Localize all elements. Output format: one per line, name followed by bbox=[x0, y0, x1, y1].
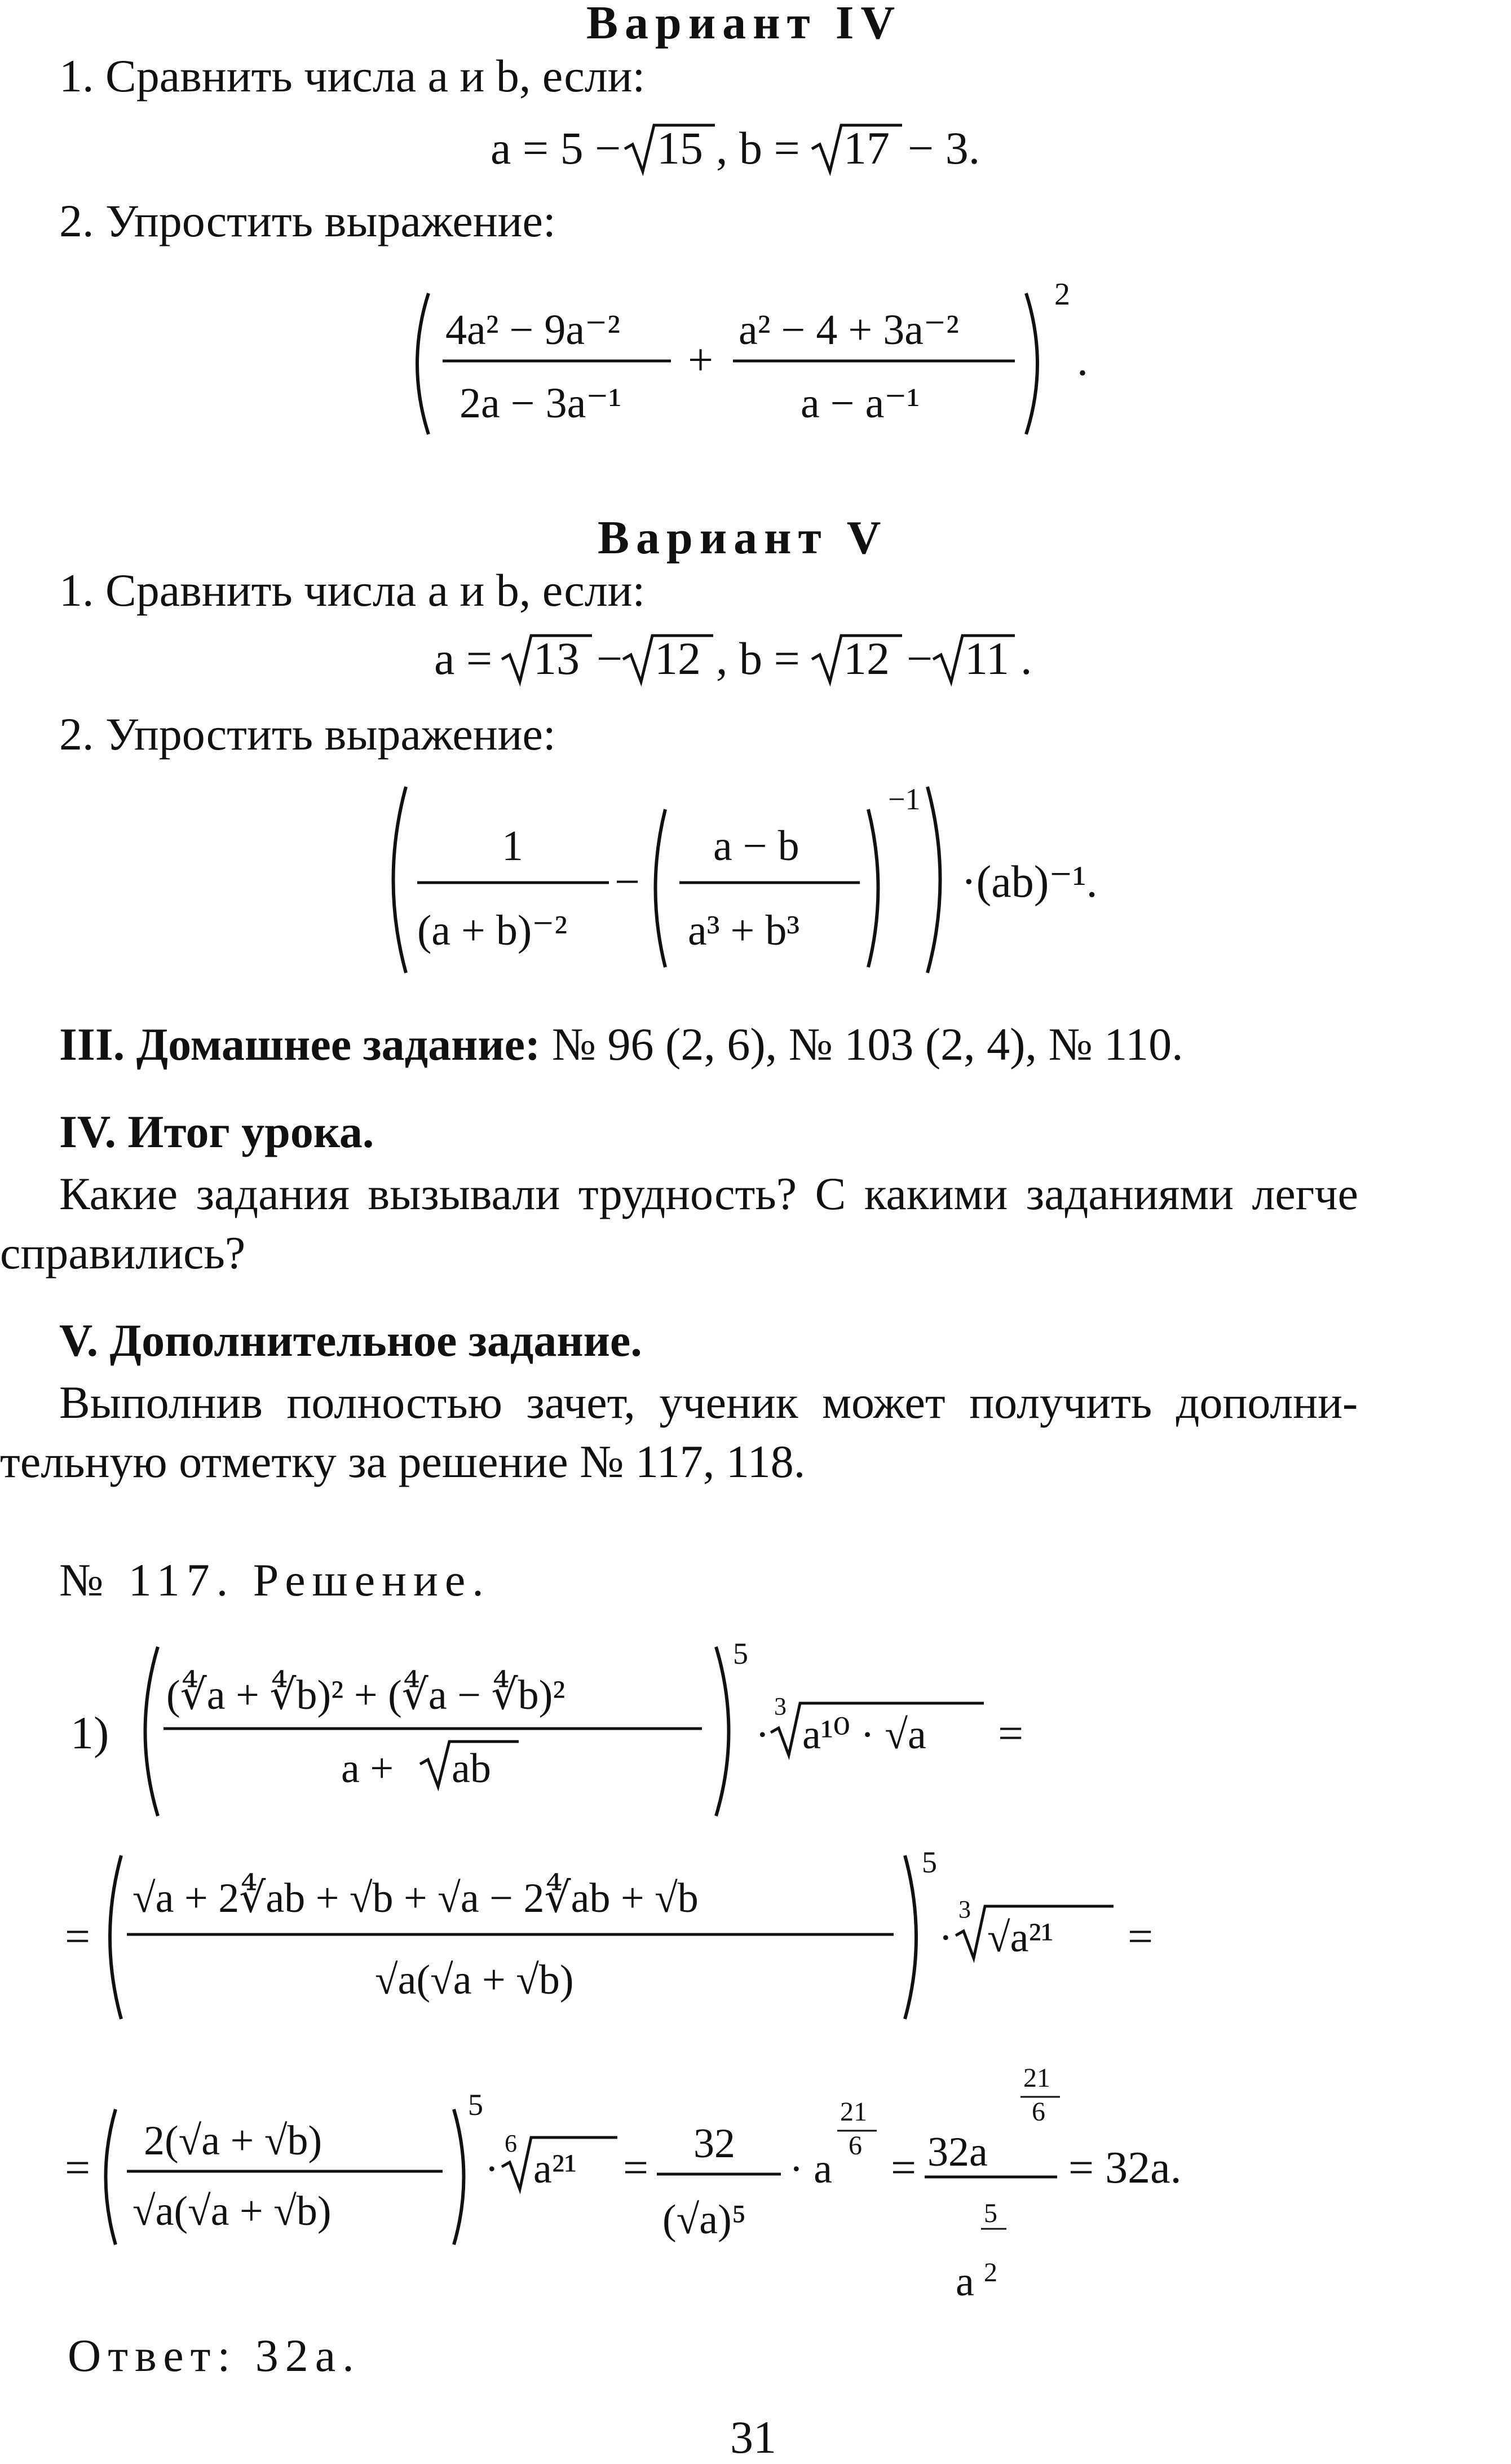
svg-text:=: = bbox=[998, 1709, 1024, 1758]
svg-text:5: 5 bbox=[984, 2198, 997, 2228]
solution-step-2 bbox=[59, 1844, 1187, 2030]
svg-text:− 3.: − 3. bbox=[908, 122, 980, 174]
homework-line bbox=[59, 1018, 1183, 1071]
svg-text:√a + 2∜ab + √b + √a − 2∜ab + √: √a + 2∜ab + √b + √a − 2∜ab + √b bbox=[132, 1875, 699, 1921]
svg-text:+: + bbox=[688, 336, 714, 385]
variant-4-task-1-formula bbox=[485, 118, 1026, 180]
svg-text:a: a bbox=[956, 2259, 974, 2305]
svg-text:√a(√a + √b): √a(√a + √b) bbox=[375, 1957, 574, 2003]
variant-4-task-2-formula bbox=[406, 276, 1116, 451]
page-number: 31 bbox=[730, 2412, 776, 2463]
svg-text:a +: a + bbox=[341, 1745, 394, 1792]
variant-5-title: Вариант V bbox=[598, 512, 888, 564]
svg-text:(a + b)⁻²: (a + b)⁻² bbox=[417, 907, 568, 954]
svg-text:2: 2 bbox=[984, 2258, 997, 2287]
svg-text:1: 1 bbox=[502, 822, 523, 870]
svg-text:=: = bbox=[65, 1912, 91, 1961]
svg-text:a²¹: a²¹ bbox=[533, 2146, 577, 2192]
svg-text:32a: 32a bbox=[927, 2129, 988, 2175]
svg-text:=: = bbox=[1128, 1912, 1154, 1961]
svg-text:a =: a = bbox=[434, 633, 493, 684]
svg-text:11: 11 bbox=[965, 633, 1009, 684]
variant-5-task-1-formula bbox=[434, 629, 1088, 691]
solution-title: № 117. Решение. bbox=[59, 1554, 491, 1606]
homework-label: III. Домашнее задание: bbox=[59, 1019, 541, 1070]
svg-text:5: 5 bbox=[733, 1637, 748, 1670]
svg-text:=: = bbox=[623, 2143, 649, 2193]
summary-line-2: справились? bbox=[0, 1227, 246, 1279]
variant-5-task-1: 1. Сравнить числа a и b, если: bbox=[59, 565, 646, 616]
svg-text:=: = bbox=[65, 2143, 91, 2193]
svg-text:, b =: , b = bbox=[716, 633, 800, 684]
svg-text:a = 5 −: a = 5 − bbox=[491, 122, 621, 174]
svg-text:5: 5 bbox=[468, 2088, 483, 2122]
svg-text:−1: −1 bbox=[888, 782, 921, 816]
svg-text:a² − 4 + 3a⁻²: a² − 4 + 3a⁻² bbox=[739, 306, 959, 354]
svg-text:15: 15 bbox=[657, 122, 703, 174]
svg-text:a − a⁻¹: a − a⁻¹ bbox=[801, 380, 920, 427]
svg-text:32: 32 bbox=[693, 2121, 735, 2167]
svg-text:4a² − 9a⁻²: 4a² − 9a⁻² bbox=[445, 306, 621, 354]
svg-text:√a²¹: √a²¹ bbox=[987, 1915, 1054, 1961]
svg-text:17: 17 bbox=[843, 122, 890, 174]
svg-text:(√a)⁵: (√a)⁵ bbox=[662, 2197, 746, 2243]
svg-text:.: . bbox=[1020, 633, 1032, 684]
svg-text:12: 12 bbox=[843, 633, 890, 684]
svg-text:·(ab)⁻¹.: ·(ab)⁻¹. bbox=[961, 857, 1098, 907]
svg-text:, b =: , b = bbox=[716, 122, 800, 174]
svg-text:· a: · a bbox=[789, 2146, 832, 2192]
svg-text:2: 2 bbox=[1054, 277, 1070, 312]
svg-text:−: − bbox=[597, 633, 623, 684]
svg-text:−: − bbox=[907, 633, 933, 684]
svg-text:5: 5 bbox=[922, 1845, 937, 1879]
svg-text:13: 13 bbox=[533, 633, 580, 684]
svg-text:1): 1) bbox=[70, 1707, 109, 1758]
extra-label: V. Дополнительное задание. bbox=[59, 1315, 642, 1366]
svg-text:·: · bbox=[939, 1915, 953, 1961]
svg-text:6: 6 bbox=[1032, 2097, 1045, 2127]
svg-text:√a(√a + √b): √a(√a + √b) bbox=[132, 2188, 332, 2234]
solution-answer: Ответ: 32a. bbox=[68, 2330, 361, 2381]
svg-text:3: 3 bbox=[958, 1896, 971, 1923]
svg-text:ab: ab bbox=[452, 1745, 491, 1792]
svg-text:−: − bbox=[615, 857, 640, 907]
variant-4-title: Вариант IV bbox=[586, 0, 902, 49]
extra-line-1: Выполнив полностью зачет, ученик может получить дополни- bbox=[59, 1377, 1358, 1428]
variant-4-task-2: 2. Упростить выражение: bbox=[59, 195, 556, 246]
svg-text:·: · bbox=[756, 1712, 770, 1758]
variant-4-task-1: 1. Сравнить числа a и b, если: bbox=[59, 50, 646, 102]
svg-text:a − b: a − b bbox=[713, 822, 799, 870]
summary-line-1: Какие задания вызывали трудность? С какими заданиями легче bbox=[59, 1168, 1359, 1219]
svg-text:3: 3 bbox=[774, 1692, 787, 1720]
svg-text:6: 6 bbox=[505, 2130, 517, 2157]
svg-text:·: · bbox=[485, 2146, 499, 2192]
summary-label: IV. Итог урока. bbox=[59, 1106, 374, 1157]
solution-step-3 bbox=[59, 2064, 1300, 2335]
variant-5-task-2-formula bbox=[383, 775, 1173, 984]
variant-5-task-2: 2. Упростить выражение: bbox=[59, 708, 556, 760]
svg-text:21: 21 bbox=[840, 2097, 867, 2127]
svg-text:a¹⁰ · √a: a¹⁰ · √a bbox=[802, 1712, 926, 1758]
svg-text:= 32a.: = 32a. bbox=[1068, 2143, 1182, 2193]
svg-text:21: 21 bbox=[1023, 2063, 1050, 2093]
svg-text:2a − 3a⁻¹: 2a − 3a⁻¹ bbox=[460, 380, 622, 427]
svg-text:6: 6 bbox=[849, 2131, 862, 2161]
svg-text:.: . bbox=[1077, 336, 1088, 385]
extra-line-2: тельную отметку за решение № 117, 118. bbox=[0, 1436, 806, 1487]
solution-step-1 bbox=[59, 1636, 1074, 1827]
svg-text:(∜a + ∜b)² + (∜a − ∜b)²: (∜a + ∜b)² + (∜a − ∜b)² bbox=[166, 1672, 565, 1718]
svg-text:12: 12 bbox=[655, 633, 701, 684]
svg-text:=: = bbox=[891, 2143, 917, 2193]
svg-text:a³ + b³: a³ + b³ bbox=[688, 907, 800, 954]
homework-text: № 96 (2, 6), № 103 (2, 4), № 110. bbox=[551, 1019, 1183, 1070]
svg-text:2(√a + √b): 2(√a + √b) bbox=[144, 2118, 322, 2164]
